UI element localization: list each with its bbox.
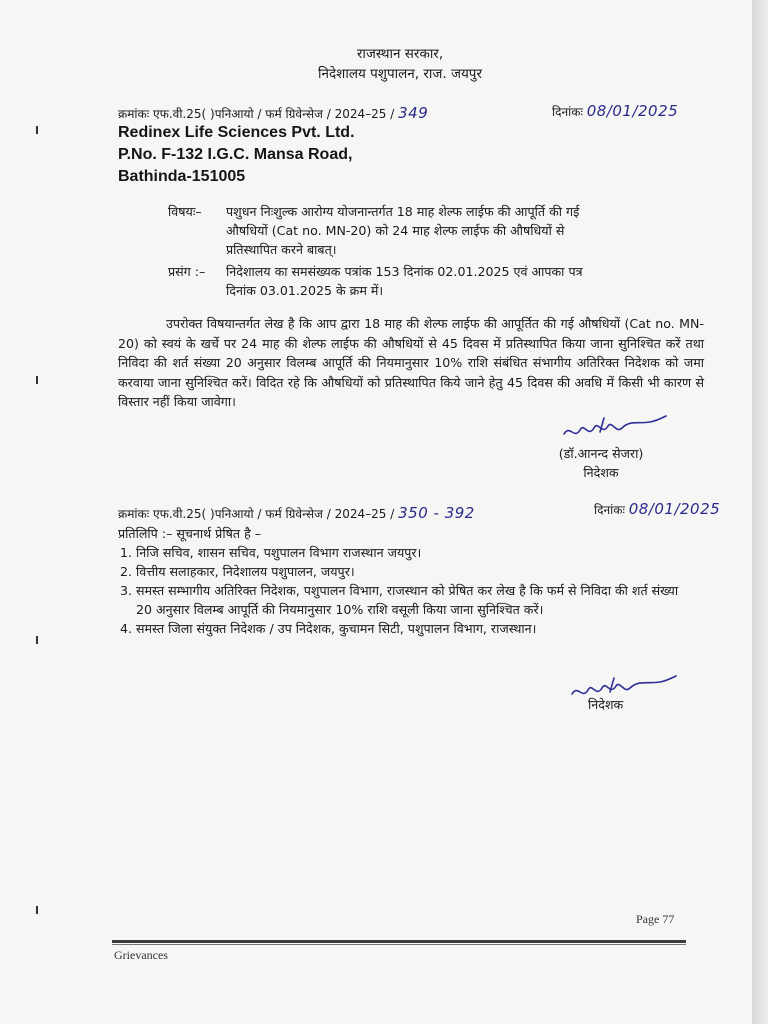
- subject-block: [168, 202, 704, 259]
- signatory-name: (डॉ.आनन्द सेजरा): [558, 446, 644, 461]
- copy-recipient: 2. वित्तीय सलाहकार, निदेशालय पशुपालन, जयपुर।: [136, 562, 688, 581]
- margin-mark: [36, 906, 38, 914]
- letter-body: उपरोक्त विषयान्तर्गत लेख है कि आप द्वारा 18 माह की शेल्फ लाईफ की आपूर्तित की गई औषधियों (Cat no. MN-20) को स्वयं के खर्चे पर 24 माह की शेल्फ लाईफ की औषधियों से 45 दिवस में प्रतिस्थापित किया जाना सुनिश्चित करें तथा निविदा की शर्त संख्या 20 अनुसार विलम्ब आपूर्ति की नियमानुसार 10% राशि संबंधित संभागीय अतिरिक्त निदेशक को जमा करवाया जाना सुनिश्चित करें। विदित रहे कि औषधियों को प्रतिस्थापित किये जाने हेतु 45 दिवस की अवधि में किसी भी कारण से विस्तार नहीं किया जावेगा।: [118, 316, 704, 409]
- copy-recipient: 4. समस्त जिला संयुक्त निदेशक / उप निदेशक, कुचामन सिटी, पशुपालन विभाग, राजस्थान।: [136, 619, 688, 638]
- page-edge: [752, 0, 768, 1024]
- footer-section-label: Grievances: [114, 948, 168, 962]
- letterhead-government: राजस्थान सरकार,: [356, 46, 444, 62]
- signatory-title: निदेशक: [583, 465, 619, 480]
- copy-recipient: 1. निजि सचिव, शासन सचिव, पशुपालन विभाग राजस्थान जयपुर।: [136, 543, 688, 562]
- addressee-company: Redinex Life Sciences Pvt. Ltd.: [118, 124, 355, 141]
- copy-recipients-list: [118, 543, 688, 638]
- copy-signatory-title: निदेशक: [588, 697, 624, 712]
- margin-mark: [36, 636, 38, 644]
- copy-reference-prefix: क्रमांकः एफ.वी.25( )पनिआयो / फर्म ग्रिवेन्सेज / 2024–25 /: [118, 507, 395, 521]
- copy-list-block: [118, 524, 688, 638]
- handwritten-dispatch-range: 350 - 392: [398, 504, 475, 522]
- reference-line-2: दिनांक 03.01.2025 के क्रम में।: [226, 283, 384, 298]
- reference-number-line: [118, 104, 428, 122]
- copy-heading: प्रतिलिपि :– सूचनार्थ प्रेषित है –: [118, 526, 262, 541]
- footer-rule: [112, 944, 686, 945]
- addressee-street: P.No. F-132 I.G.C. Mansa Road,: [118, 146, 353, 163]
- addressee-city: Bathinda-151005: [118, 168, 246, 185]
- footer-rule: [112, 940, 686, 943]
- reference-prefix: क्रमांकः एफ.वी.25( )पनिआयो / फर्म ग्रिवेन्सेज / 2024–25 /: [118, 107, 395, 121]
- margin-mark: [36, 376, 38, 384]
- date-line: [552, 102, 678, 120]
- copy-recipient: 3. समस्त सम्भागीय अतिरिक्त निदेशक, पशुपालन विभाग, राजस्थान को प्रेषित कर लेख है कि फर्म से निविदा की शर्त संख्या 20 अनुसार विलम्ब आपूर्ति की नियमानुसार 10% राशि वसूली किया जाना सुनिश्चित करें।: [136, 581, 688, 619]
- date-label: दिनांकः: [552, 105, 583, 119]
- subject-line-3: प्रतिस्थापित करने बाबत्।: [226, 242, 337, 257]
- copy-reference-number-line: [118, 504, 475, 522]
- margin-mark: [36, 126, 38, 134]
- handwritten-date: 08/01/2025: [586, 102, 679, 120]
- reference-line-1: निदेशालय का समसंख्यक पत्रांक 153 दिनांक 02.01.2025 एवं आपका पत्र: [226, 264, 583, 279]
- copy-date-line: [594, 500, 720, 518]
- addressee-block: [118, 122, 355, 188]
- letterhead-directorate: निदेशालय पशुपालन, राज. जयपुर: [317, 66, 482, 82]
- subject-label: विषयः–: [168, 204, 202, 219]
- page-number: Page 77: [636, 912, 675, 926]
- reference-block: [168, 262, 704, 300]
- subject-line-1: पशुधन निःशुल्क आरोग्य योजनान्तर्गत 18 माह शेल्फ लाईफ की आपूर्ति की गई: [226, 204, 580, 219]
- copy-date-label: दिनांकः: [594, 503, 625, 517]
- subject-line-2: औषधियों (Cat no. MN-20) को 24 माह शेल्फ लाईफ की औषधियों से: [226, 223, 565, 238]
- signature-image: [560, 410, 670, 446]
- handwritten-dispatch-number: 349: [398, 104, 429, 122]
- copy-handwritten-date: 08/01/2025: [628, 500, 721, 518]
- letterhead: [200, 44, 600, 84]
- signatory-block: [536, 444, 666, 482]
- reference-label: प्रसंग :–: [168, 264, 206, 279]
